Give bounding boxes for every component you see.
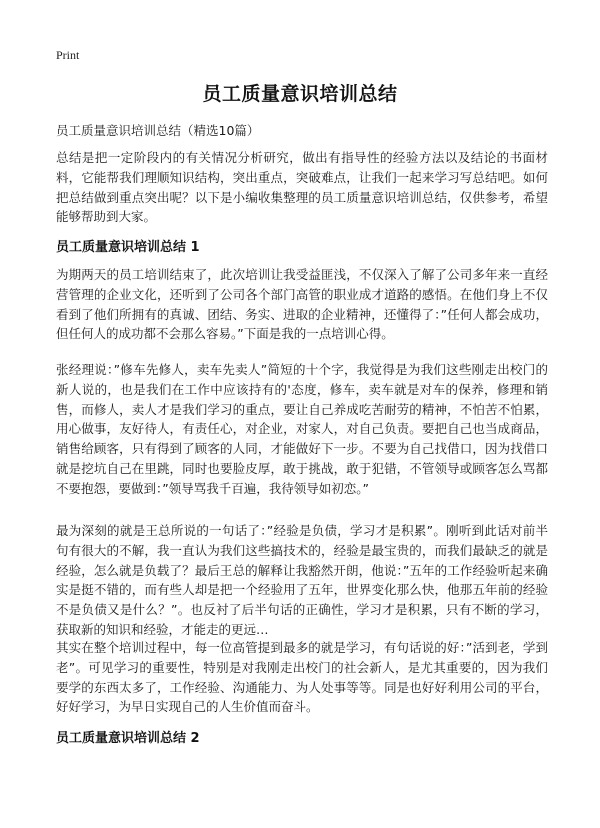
section-heading-1: 员工质量意识培训总结 1 bbox=[56, 240, 200, 255]
section-1-paragraph-1: 为期两天的员工培训结束了，此次培训让我受益匪浅，不仅深入了解了公司多年来一直经营管理的企业文化，还听到了公司各个部门高管的职业成才道路的感悟。在他们身上不仅看到了他们所拥有的真诚、团结、务实、进取的企业精神，还懂得了：”任何人都会成功，但任何人的成功都不会那么容易。”下面是我的一点培训心得。 bbox=[56, 267, 548, 342]
section-1-paragraph-3: 最为深刻的就是王总所说的一句话了：”经验是负债，学习才是积累”。刚听到此话对前半句有很大的不解，我一直认为我们这些搞技术的，经验是最宝贵的，而我们最缺乏的就是经验，怎么就是负载了？最后王总的解释让我豁然开朗，他说：”五年的工作经验听起来确实是挺不错的，而有些人却是把一个经验用了五年，世界变化那么快，他那五年前的经验不是负债又是什么？”。也反衬了后半句话的正确性，学习才是积累，只有不断的学习，获取新的知识和经验，才能走的更远… bbox=[56, 523, 548, 637]
document-subtitle: 员工质量意识培训总结（精选10篇） bbox=[56, 123, 260, 138]
document-title: 员工质量意识培训总结 bbox=[202, 83, 398, 105]
section-heading-2: 员工质量意识培训总结 2 bbox=[56, 731, 200, 746]
print-label[interactable]: Print bbox=[56, 48, 80, 62]
section-1-paragraph-4: 其实在整个培训过程中，每一位高管提到最多的就是学习，有句话说的好：”活到老，学到老”。可见学习的重要性，特别是对我刚走出校门的社会新人，是尤其重要的，因为我们要学的东西太多了，工作经验、沟通能力、为人处事等等。同是也好好利用公司的平台，好好学习，为早日实现自己的人生价值而奋斗。 bbox=[56, 640, 548, 715]
section-1-paragraph-2: 张经理说：”修车先修人，卖车先卖人”简短的十个字，我觉得是为我们这些刚走出校门的新人说的，也是我们在工作中应该持有的'态度，修车，卖车就是对车的保养，修理和销售，而修人，卖人才是我们学习的重点，要让自己养成吃苦耐劳的精神，不怕苦不怕累，用心做事，友好待人，有责任心，对企业，对家人，对自己负责。要把自己也当成商品，销售给顾客，只有得到了顾客的人同，才能做好下一步。不要为自己找借口，因为找借口就是挖坑自己在里跳，同时也要脸皮厚，敢于挑战，敢于犯错，不管领导或顾客怎么骂都不要抱怨，要做到：”领导骂我千百遍，我待领导如初恋。” bbox=[56, 362, 548, 496]
intro-paragraph: 总结是把一定阶段内的有关情况分析研究，做出有指导性的经验方法以及结论的书面材料，它能帮我们理顺知识结构，突出重点，突破难点，让我们一起来学习写总结吧。如何把总结做到重点突出呢？以下是小编收集整理的员工质量意识培训总结，仅供参考，希望能够帮助到大家。 bbox=[56, 150, 548, 225]
